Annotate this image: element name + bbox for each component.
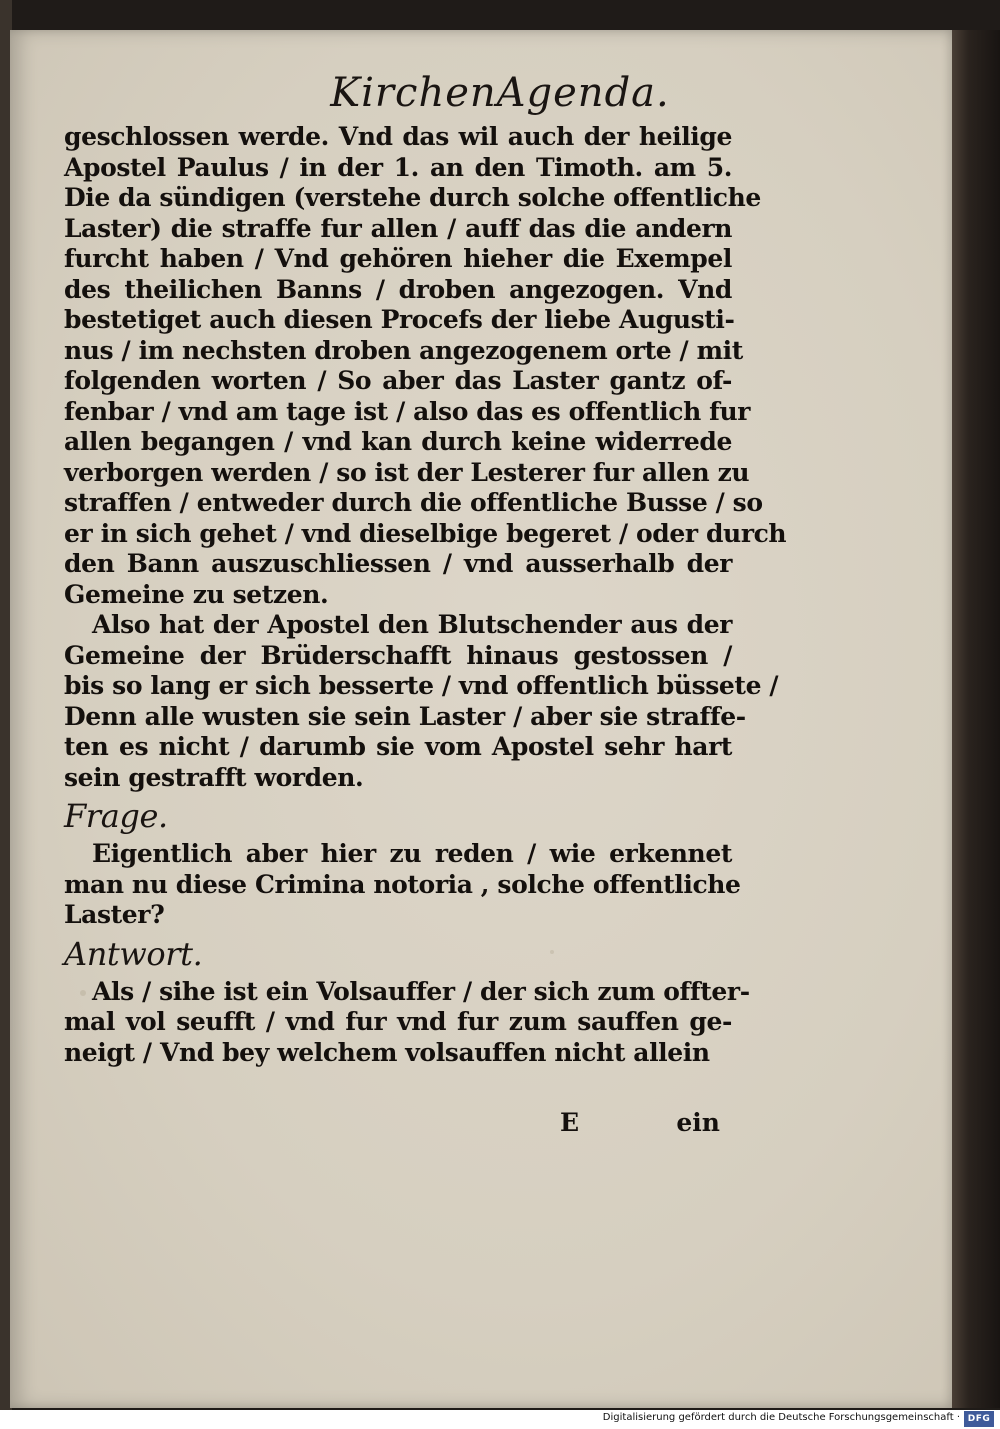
text-line: folgenden worten / So aber das Laster gantz of-: [64, 366, 732, 395]
text-line: fenbar / vnd am tage ist / also das es offentlich fur: [64, 396, 751, 426]
text-line: des theilichen Banns / droben angezogen. Vnd: [64, 274, 732, 304]
text-line: Als / sihe ist ein Volsauffer / der sich zum offter-: [92, 976, 750, 1006]
text-line: verborgen werden / so ist der Lesterer fur allen zu: [64, 457, 750, 487]
text-line: bis so lang er sich besserte / vnd offentlich büssete /: [64, 671, 779, 700]
heading-antwort: Antwort.: [64, 934, 203, 973]
text-block: [64, 122, 787, 1068]
text-line: den Bann auszuschliessen / vnd ausserhalb der: [64, 549, 732, 578]
page-edge-shadow: [952, 30, 1000, 1408]
text-line: allen begangen / vnd kan durch keine widerrede: [64, 427, 732, 456]
text-line: Gemeine zu setzen.: [64, 579, 329, 609]
paragraph-antwort: [64, 976, 750, 1069]
text-line: Die da sündigen (verstehe durch solche offentliche: [64, 183, 761, 212]
text-line: Apostel Paulus / in der 1. an den Timoth. am 5.: [64, 152, 732, 182]
text-line: neigt / Vnd bey welchem volsauffen nicht allein: [64, 1037, 710, 1067]
text-line: mal vol seufft / vnd fur vnd fur zum sauffen ge-: [64, 1007, 732, 1036]
paragraph-1: [64, 122, 787, 610]
text-line: Gemeine der Brüderschafft hinaus gestossen /: [64, 640, 732, 670]
dfg-logo: DFG: [964, 1411, 994, 1427]
text-line: Laster) die straffe fur allen / auff das die andern: [64, 213, 732, 243]
text-line: straffen / entweder durch die offentliche Busse / so: [64, 488, 763, 517]
text-line: Eigentlich aber hier zu reden / wie erkennet: [92, 839, 732, 868]
text-line: Also hat der Apostel den Blutschender aus der: [92, 610, 732, 639]
page-footer-marks: [560, 1108, 720, 1137]
heading-frage: Frage.: [64, 797, 168, 835]
running-head: KirchenAgenda.: [330, 70, 670, 116]
text-line: ten es nicht / darumb sie vom Apostel sehr hart: [64, 732, 732, 761]
text-line: er in sich gehet / vnd dieselbige begeret / oder durch: [64, 518, 787, 548]
text-line: Laster?: [64, 900, 165, 929]
text-line: Denn alle wusten sie sein Laster / aber sie straffe-: [64, 701, 746, 731]
text-line: man nu diese Crimina notoria , solche offentliche: [64, 869, 741, 899]
text-line: geschlossen werde. Vnd das wil auch der heilige: [64, 122, 732, 151]
paragraph-2: [64, 610, 779, 793]
text-line: nus / im nechsten droben angezogenem orte / mit: [64, 335, 743, 365]
signature-mark: E: [560, 1108, 580, 1137]
paragraph-frage: [64, 839, 741, 931]
text-line: sein gestrafft worden.: [64, 762, 364, 792]
footer-credit: Digitalisierung gefördert durch die Deutsche Forschungsgemeinschaft ·: [602, 1412, 960, 1423]
catchword: ein: [676, 1108, 720, 1137]
text-line: furcht haben / Vnd gehören hieher die Exempel: [64, 244, 732, 273]
text-line: bestetiget auch diesen Procefs der liebe Augusti-: [64, 305, 735, 334]
